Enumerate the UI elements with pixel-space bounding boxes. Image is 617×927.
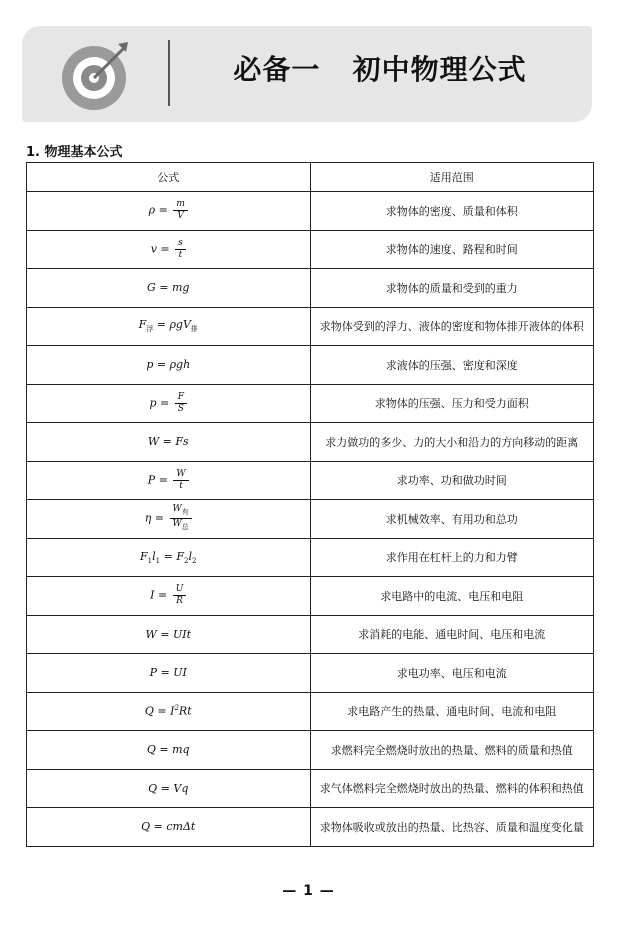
formula-symbol: F bbox=[176, 549, 184, 563]
formula-symbol: l bbox=[152, 549, 156, 563]
formula-cell: W = Fs bbox=[27, 423, 311, 462]
formula-symbol: = ρgV bbox=[153, 318, 191, 332]
numerator: F bbox=[175, 392, 187, 404]
formula-superscript: 2 bbox=[174, 704, 179, 713]
table-row bbox=[27, 423, 594, 462]
denominator: R bbox=[176, 596, 183, 607]
formula-cell: Q = cmΔt bbox=[27, 808, 311, 847]
denominator: S bbox=[177, 403, 184, 414]
formula-cell bbox=[27, 307, 311, 346]
formula-lhs: η = bbox=[144, 511, 165, 525]
table-row bbox=[27, 808, 594, 847]
scope-cell: 求物体的速度、路程和时间 bbox=[310, 230, 594, 269]
formula-equals: = bbox=[160, 549, 177, 563]
scope-cell: 求物体的密度、质量和体积 bbox=[310, 192, 594, 231]
numerator: m bbox=[173, 199, 188, 211]
denominator bbox=[170, 519, 192, 533]
formula-part: Q = I bbox=[144, 705, 175, 719]
table-row bbox=[27, 538, 594, 577]
scope-cell: 求物体受到的浮力、液体的密度和物体排开液体的体积 bbox=[310, 307, 594, 346]
formula-symbol: F bbox=[140, 549, 148, 563]
numerator bbox=[170, 504, 192, 519]
fraction bbox=[173, 199, 188, 222]
numerator: U bbox=[173, 584, 187, 596]
scope-cell: 求燃料完全燃烧时放出的热量、燃料的质量和热值 bbox=[310, 731, 594, 770]
formula-cell bbox=[27, 384, 311, 423]
target-logo-icon bbox=[60, 40, 132, 112]
formula-cell: G = mg bbox=[27, 269, 311, 308]
numerator: W bbox=[173, 469, 188, 481]
scope-cell: 求消耗的电能、通电时间、电压和电流 bbox=[310, 615, 594, 654]
scope-cell: 求物体的质量和受到的重力 bbox=[310, 269, 594, 308]
formula-subscript: 1 bbox=[155, 556, 161, 565]
column-header-scope: 适用范围 bbox=[310, 163, 594, 192]
formula-subscript: 1 bbox=[147, 556, 153, 565]
table-row bbox=[27, 500, 594, 539]
formula-cell bbox=[27, 500, 311, 539]
formula-symbol: l bbox=[188, 549, 192, 563]
table-row bbox=[27, 230, 594, 269]
denominator: t bbox=[179, 480, 183, 491]
formula-cell bbox=[27, 192, 311, 231]
formula-lhs: P = bbox=[147, 473, 168, 487]
formula-part: Rt bbox=[178, 705, 192, 719]
scope-cell: 求作用在杠杆上的力和力臂 bbox=[310, 538, 594, 577]
fraction bbox=[175, 238, 186, 261]
scope-cell: 求电路中的电流、电压和电阻 bbox=[310, 577, 594, 616]
formula-lhs: I = bbox=[150, 588, 168, 602]
formula-table bbox=[26, 162, 594, 847]
column-header-formula: 公式 bbox=[27, 163, 311, 192]
table-row bbox=[27, 731, 594, 770]
formula-cell bbox=[27, 461, 311, 500]
table-row bbox=[27, 769, 594, 808]
scope-cell: 求机械效率、有用功和总功 bbox=[310, 500, 594, 539]
denominator: t bbox=[178, 249, 183, 260]
fraction bbox=[173, 469, 188, 492]
page-number: — 1 — bbox=[282, 883, 335, 899]
scope-cell: 求液体的压强、密度和深度 bbox=[310, 346, 594, 385]
formula-cell bbox=[27, 538, 311, 577]
table-row bbox=[27, 384, 594, 423]
formula-subscript: 2 bbox=[192, 556, 197, 565]
numerator-symbol: W bbox=[172, 504, 182, 515]
formula-subscript: 2 bbox=[184, 556, 189, 565]
fraction bbox=[175, 392, 187, 415]
table-row bbox=[27, 269, 594, 308]
scope-cell: 求物体吸收或放出的热量、比热容、质量和温度变化量 bbox=[310, 808, 594, 847]
table-row bbox=[27, 192, 594, 231]
table-row bbox=[27, 307, 594, 346]
numerator-subscript: 有 bbox=[181, 508, 189, 517]
formula-cell: Q = mq bbox=[27, 731, 311, 770]
section-title: 1. 物理基本公式 bbox=[26, 145, 123, 160]
table-row bbox=[27, 577, 594, 616]
formula-subscript: 浮 bbox=[146, 325, 154, 334]
table-row bbox=[27, 615, 594, 654]
formula-subscript: 排 bbox=[190, 325, 198, 334]
formula-cell bbox=[27, 577, 311, 616]
fraction bbox=[170, 504, 192, 533]
formula-cell bbox=[27, 692, 311, 731]
denominator-symbol: W bbox=[172, 519, 182, 530]
scope-cell: 求气体燃料完全燃烧时放出的热量、燃料的体积和热值 bbox=[310, 769, 594, 808]
table-row bbox=[27, 654, 594, 693]
denominator: V bbox=[177, 211, 184, 222]
scope-cell: 求电路产生的热量、通电时间、电流和电阻 bbox=[310, 692, 594, 731]
formula-symbol: F bbox=[138, 318, 147, 332]
scope-cell: 求物体的压强、压力和受力面积 bbox=[310, 384, 594, 423]
table-header-row bbox=[27, 163, 594, 192]
scope-cell: 求电功率、电压和电流 bbox=[310, 654, 594, 693]
formula-cell: P = UI bbox=[27, 654, 311, 693]
formula-lhs: p = bbox=[149, 396, 170, 410]
formula-lhs: v = bbox=[150, 242, 170, 256]
fraction bbox=[173, 584, 187, 607]
scope-cell: 求功率、功和做功时间 bbox=[310, 461, 594, 500]
formula-cell: W = UIt bbox=[27, 615, 311, 654]
scope-cell: 求力做功的多少、力的大小和沿力的方向移动的距离 bbox=[310, 423, 594, 462]
table-row bbox=[27, 692, 594, 731]
formula-cell: p = ρgh bbox=[27, 346, 311, 385]
formula-cell: Q = Vq bbox=[27, 769, 311, 808]
formula-lhs: ρ = bbox=[148, 203, 168, 217]
page-title: 必备一 初中物理公式 bbox=[233, 53, 527, 86]
table-row bbox=[27, 461, 594, 500]
formula-cell bbox=[27, 230, 311, 269]
header-divider bbox=[168, 40, 170, 106]
denominator-subscript: 总 bbox=[181, 523, 189, 532]
table-row bbox=[27, 346, 594, 385]
numerator: s bbox=[175, 238, 186, 250]
